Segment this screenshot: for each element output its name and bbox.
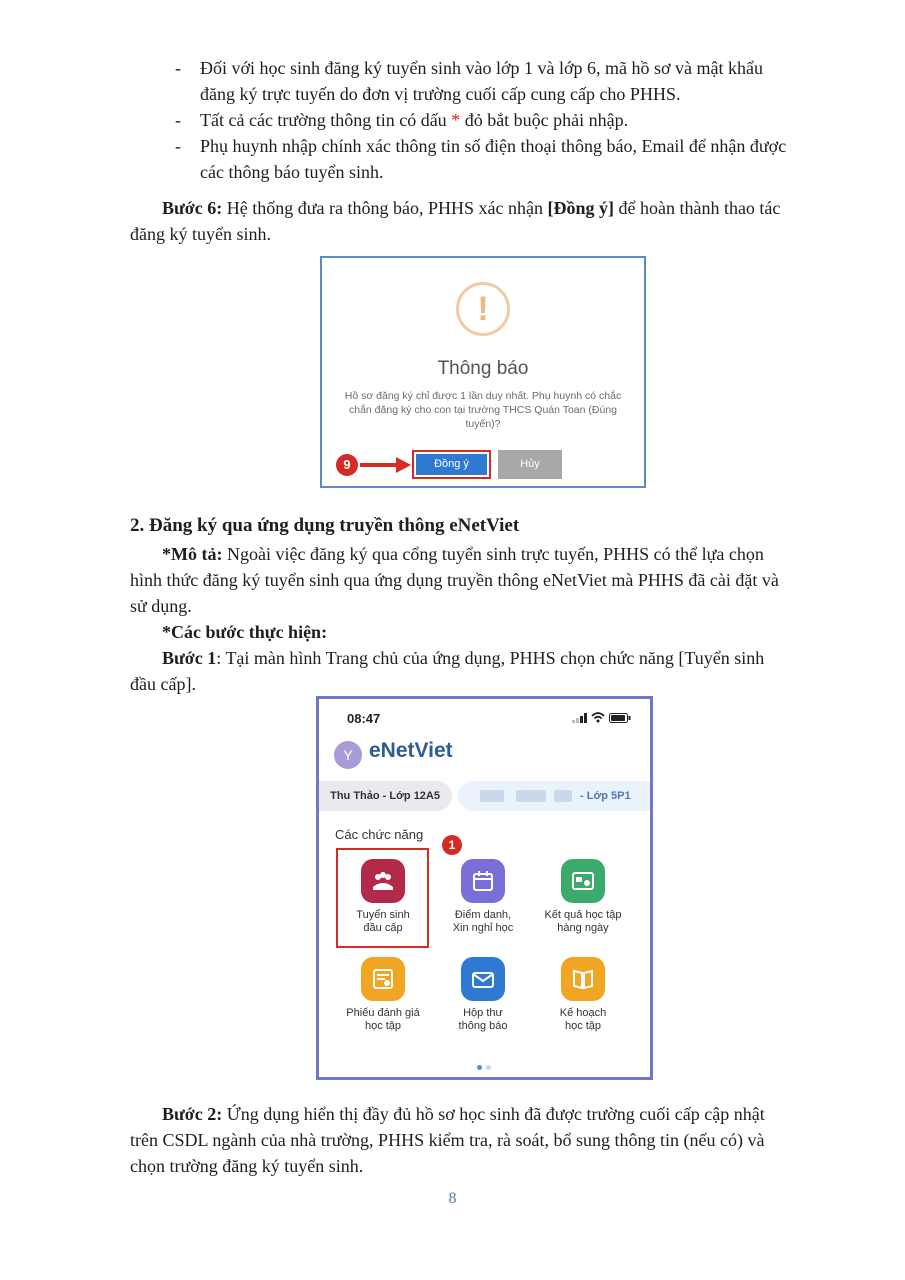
enetviet-home-screenshot xyxy=(316,696,653,1080)
step-badge-1: 1 xyxy=(442,835,462,855)
student-chip-2[interactable] xyxy=(458,781,653,811)
page-dot-active xyxy=(477,1065,482,1070)
bullet-2-text-a: Tất cả các trường thông tin có dấu xyxy=(200,110,452,130)
description-line-3: sử dụng. xyxy=(130,596,192,616)
student-chip-2-label: - Lớp 5P1 xyxy=(580,790,631,802)
bullet-dash: - xyxy=(175,136,181,156)
mail-icon xyxy=(461,957,505,1001)
description-line-1 xyxy=(162,541,764,567)
steps-heading-text: *Các bước thực hiện: xyxy=(162,622,328,642)
tile-label: Kết quả học tập hàng ngày xyxy=(544,909,622,934)
steps-heading xyxy=(162,619,327,645)
section-2-heading xyxy=(130,513,519,539)
tile-label: Kế hoạch học tập xyxy=(559,1007,607,1032)
bullet-dash: - xyxy=(175,58,181,78)
step-6-text-a: Hệ thống đưa ra thông báo, PHHS xác nhận xyxy=(222,198,548,218)
arrow-right-icon xyxy=(358,455,412,475)
student-chip-1[interactable]: Thu Thảo - Lớp 12A5 xyxy=(316,781,452,811)
step-2-line-2: trên CSDL ngành của nhà trường, PHHS kiểm tra, rà soát, bổ sung thông tin (nếu có) và xyxy=(130,1130,765,1150)
tile-label: Hộp thư thông báo xyxy=(458,1007,508,1032)
tile-study-plan[interactable] xyxy=(533,957,633,1047)
cancel-button[interactable]: Hủy xyxy=(498,450,562,479)
page-indicator[interactable] xyxy=(475,1057,493,1075)
battery-icon xyxy=(609,713,631,723)
step-6-line-2: đăng ký tuyển sinh. xyxy=(130,224,271,244)
bullet-2-text-b: đỏ bắt buộc phải nhập. xyxy=(460,110,629,130)
tile-label: Điểm danh, Xin nghỉ học xyxy=(452,909,514,934)
step-badge-9: 9 xyxy=(336,454,358,476)
description-label: *Mô tả: xyxy=(162,544,223,564)
tile-label: Phiếu đánh giá học tập xyxy=(346,1007,420,1032)
step-6-line-1 xyxy=(162,195,780,221)
bullet-2 xyxy=(200,107,628,133)
plan-book-icon xyxy=(561,957,605,1001)
bullet-3-line-1: Phụ huynh nhập chính xác thông tin số điện thoại thông báo, Email để nhận được xyxy=(200,136,787,156)
calendar-icon xyxy=(461,859,505,903)
step-2-label: Bước 2: xyxy=(162,1104,223,1124)
tile-attendance[interactable] xyxy=(433,859,533,949)
status-time: 08:47 xyxy=(347,711,381,726)
description-text: Ngoài việc đăng ký qua cổng tuyển sinh trực tuyến, PHHS có thể lựa chọn xyxy=(222,544,764,564)
required-star: * xyxy=(451,110,461,130)
step-2-line-3: chọn trường đăng ký tuyển sinh. xyxy=(130,1156,364,1176)
tile-label: Tuyển sinh đầu cấp xyxy=(356,909,410,934)
agree-button[interactable]: Đồng ý xyxy=(416,454,487,475)
bullet-1-line-2: đăng ký trực tuyến do đơn vị trường cuối cấp cung cấp cho PHHS. xyxy=(200,84,681,104)
step-1-line-1 xyxy=(162,645,764,671)
step-2-line-1 xyxy=(162,1101,765,1127)
description-line-2: hình thức đăng ký tuyển sinh qua ứng dụng truyền thông eNetViet mà PHHS đã cài đặt và xyxy=(130,570,779,590)
step-1-text: : Tại màn hình Trang chủ của ứng dụng, PHHS chọn chức năng [Tuyển sinh xyxy=(216,648,765,668)
blurred-name xyxy=(554,790,572,802)
step-1-label: Bước 1 xyxy=(162,648,217,668)
blurred-name xyxy=(480,790,504,802)
section-2-heading-text: 2. Đăng ký qua ứng dụng truyền thông eNetViet xyxy=(130,515,520,536)
dialog-message: Hồ sơ đăng ký chỉ được 1 lần duy nhất. Phụ huynh có chắc chắn đăng ký cho con tại trường THCS Quán Toan (Đúng tuyến)? xyxy=(344,390,622,430)
page-dot xyxy=(486,1065,491,1070)
step-6-bold: [Đồng ý] xyxy=(547,198,614,218)
page-number: 8 xyxy=(448,1190,457,1207)
bullet-3-line-2: các thông báo tuyển sinh. xyxy=(200,162,384,182)
report-icon xyxy=(561,859,605,903)
step-2-text: Ứng dụng hiển thị đầy đủ hồ sơ học sinh đã được trường cuối cấp cập nhật xyxy=(222,1104,765,1124)
dialog-title: Thông báo xyxy=(437,358,529,379)
step-6-text-b: để hoàn thành thao tác xyxy=(613,198,781,218)
signal-icon xyxy=(572,713,588,723)
avatar[interactable]: Y xyxy=(334,741,362,769)
bullet-dash: - xyxy=(175,110,181,130)
tile-mailbox[interactable] xyxy=(433,957,533,1047)
notification-dialog-screenshot xyxy=(320,256,646,488)
functions-title: Các chức năng xyxy=(335,827,424,842)
wifi-icon xyxy=(591,711,605,723)
step-1-line-2: đầu cấp]. xyxy=(130,674,196,694)
tile-daily-results[interactable] xyxy=(533,859,633,949)
bullet-1-line-1: Đối với học sinh đăng ký tuyển sinh vào lớp 1 và lớp 6, mã hồ sơ và mật khẩu xyxy=(200,58,764,78)
evaluation-icon xyxy=(361,957,405,1001)
warning-icon: ! xyxy=(456,282,510,336)
step-6-label: Bước 6: xyxy=(162,198,223,218)
blurred-name xyxy=(516,790,546,802)
app-brand: eNetViet xyxy=(369,739,453,762)
tile-evaluation[interactable] xyxy=(333,957,433,1047)
highlight-frame xyxy=(336,848,429,948)
